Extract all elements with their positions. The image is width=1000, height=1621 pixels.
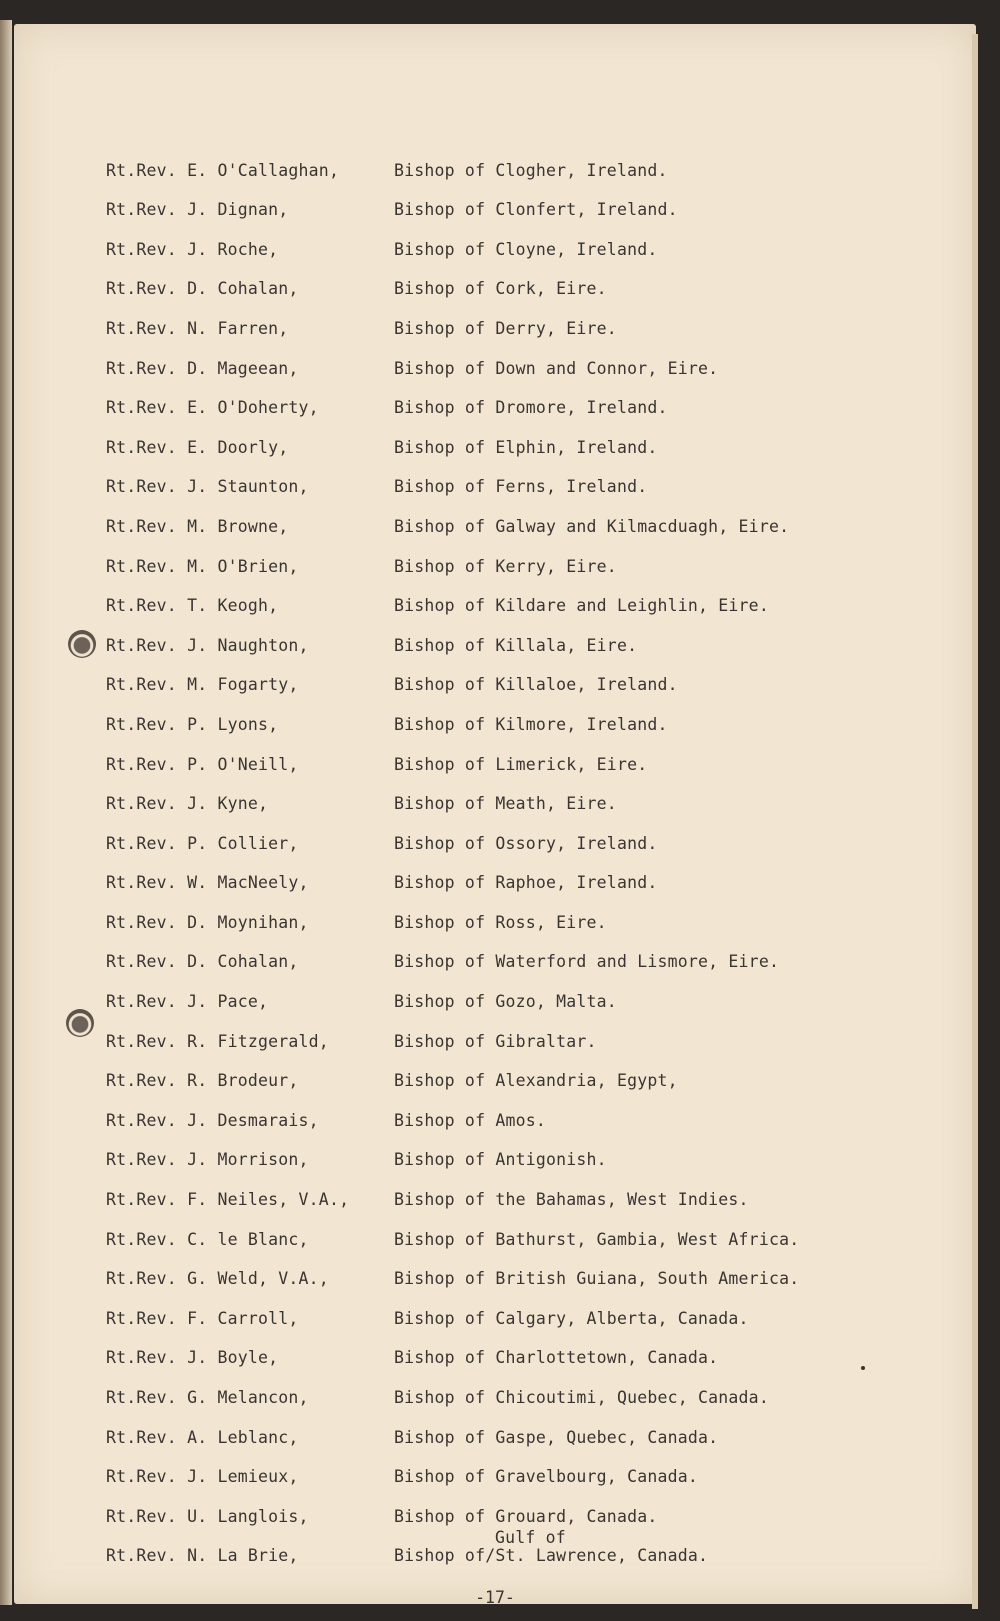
bishop-see: Bishop of Down and Connor, Eire. bbox=[394, 358, 719, 378]
bishop-see: Bishop of Derry, Eire. bbox=[394, 318, 617, 338]
bishops-list bbox=[106, 140, 926, 1565]
bishop-see: Bishop of Raphoe, Ireland. bbox=[394, 873, 658, 893]
bishop-see: Bishop of Meath, Eire. bbox=[394, 794, 617, 814]
list-item bbox=[106, 853, 926, 893]
list-item bbox=[106, 298, 926, 338]
list-item bbox=[106, 140, 926, 180]
bishop-see: Bishop of Dromore, Ireland. bbox=[394, 398, 668, 418]
list-item bbox=[106, 1169, 926, 1209]
bishop-see: Bishop of Killaloe, Ireland. bbox=[394, 675, 678, 695]
list-item bbox=[106, 1367, 926, 1407]
list-item bbox=[106, 1011, 926, 1051]
bishop-name: Rt.Rev. A. Leblanc, bbox=[106, 1427, 299, 1447]
bishop-see: Bishop of Cork, Eire. bbox=[394, 279, 607, 299]
bishop-name: Rt.Rev. E. O'Doherty, bbox=[106, 398, 319, 418]
bishop-name: Rt.Rev. M. O'Brien, bbox=[106, 556, 299, 576]
bishop-see: Bishop of Ross, Eire. bbox=[394, 912, 607, 932]
bishop-see: Bishop of Elphin, Ireland. bbox=[394, 437, 658, 457]
bishop-see: Bishop of Ossory, Ireland. bbox=[394, 833, 658, 853]
bishop-name: Rt.Rev. R. Brodeur, bbox=[106, 1071, 299, 1091]
bishop-see: Bishop of Waterford and Lismore, Eire. bbox=[394, 952, 780, 972]
bishop-see: Bishop of Killala, Eire. bbox=[394, 635, 638, 655]
document-page bbox=[14, 24, 976, 1607]
bishop-name: Rt.Rev. D. Moynihan, bbox=[106, 912, 309, 932]
bishop-see: Bishop of Gibraltar. bbox=[394, 1031, 597, 1051]
bishop-name: Rt.Rev. E. Doorly, bbox=[106, 437, 289, 457]
list-item bbox=[106, 1130, 926, 1170]
bishop-see: Bishop of Chicoutimi, Quebec, Canada. bbox=[394, 1388, 769, 1407]
list-item bbox=[106, 417, 926, 457]
bishop-see: Bishop of Kilmore, Ireland. bbox=[394, 714, 668, 734]
bishop-see: Bishop of Limerick, Eire. bbox=[394, 754, 648, 774]
list-item bbox=[106, 1486, 926, 1526]
bishop-see: Bishop of Galway and Kilmacduagh, Eire. bbox=[394, 516, 790, 536]
bishop-see: Bishop of Clonfert, Ireland. bbox=[394, 200, 678, 220]
bishop-name: Rt.Rev. G. Melancon, bbox=[106, 1388, 309, 1407]
list-item bbox=[106, 457, 926, 497]
list-item bbox=[106, 892, 926, 932]
list-item bbox=[106, 615, 926, 655]
list-item bbox=[106, 774, 926, 814]
bishop-see: Bishop of Gaspe, Quebec, Canada. bbox=[394, 1427, 719, 1447]
list-item bbox=[106, 1447, 926, 1487]
list-item bbox=[106, 734, 926, 774]
page-right-edge bbox=[972, 34, 978, 1609]
bishop-name: Rt.Rev. J. Kyne, bbox=[106, 794, 269, 814]
list-item bbox=[106, 536, 926, 576]
list-item bbox=[106, 1526, 926, 1566]
list-item bbox=[106, 1328, 926, 1368]
bishop-see: Bishop of Amos. bbox=[394, 1110, 547, 1130]
bishop-see: Bishop of Grouard, Canada. bbox=[394, 1506, 658, 1526]
bishop-see: Bishop of Calgary, Alberta, Canada. bbox=[394, 1308, 749, 1328]
bishop-name: Rt.Rev. C. le Blanc, bbox=[106, 1229, 309, 1249]
bishop-name: Rt.Rev. P. O'Neill, bbox=[106, 754, 299, 774]
bishop-see: Bishop of Ferns, Ireland. bbox=[394, 477, 648, 497]
bishop-name: Rt.Rev. P. Lyons, bbox=[106, 714, 279, 734]
bishop-name: Rt.Rev. M. Browne, bbox=[106, 516, 289, 536]
list-item bbox=[106, 1209, 926, 1249]
bishop-name: Rt.Rev. E. O'Callaghan, bbox=[106, 160, 340, 180]
bishop-see: Bishop of Clogher, Ireland. bbox=[394, 160, 668, 180]
bishop-see: Bishop of Charlottetown, Canada. bbox=[394, 1348, 719, 1368]
bishop-name: Rt.Rev. J. Staunton, bbox=[106, 477, 309, 497]
list-item bbox=[106, 576, 926, 616]
bishop-name: Rt.Rev. U. Langlois, bbox=[106, 1506, 309, 1526]
bishop-name: Rt.Rev. N. La Brie, bbox=[106, 1546, 299, 1566]
bishop-see: Bishop of/St. Lawrence, Canada. bbox=[394, 1546, 709, 1566]
bishop-name: Rt.Rev. J. Pace, bbox=[106, 992, 269, 1012]
bishop-see: Bishop of Bathurst, Gambia, West Africa. bbox=[394, 1229, 800, 1249]
list-item bbox=[106, 694, 926, 734]
bishop-see: Bishop of Alexandria, Egypt, bbox=[394, 1071, 678, 1091]
bishop-name: Rt.Rev. P. Collier, bbox=[106, 833, 299, 853]
previous-page-edge bbox=[0, 20, 12, 1605]
list-item bbox=[106, 259, 926, 299]
bishop-name: Rt.Rev. D. Mageean, bbox=[106, 358, 299, 378]
list-item bbox=[106, 219, 926, 259]
list-item bbox=[106, 971, 926, 1011]
bishop-name: Rt.Rev. D. Cohalan, bbox=[106, 279, 299, 299]
list-item bbox=[106, 1051, 926, 1091]
bishop-name: Rt.Rev. W. MacNeely, bbox=[106, 873, 309, 893]
bishop-name: Rt.Rev. R. Fitzgerald, bbox=[106, 1031, 329, 1051]
list-item bbox=[106, 813, 926, 853]
bishop-name: Rt.Rev. N. Farren, bbox=[106, 318, 289, 338]
list-item bbox=[106, 1288, 926, 1328]
bishop-name: Rt.Rev. M. Fogarty, bbox=[106, 675, 299, 695]
list-item bbox=[106, 338, 926, 378]
bishop-name: Rt.Rev. J. Boyle, bbox=[106, 1348, 279, 1368]
bishop-see: Bishop of the Bahamas, West Indies. bbox=[394, 1190, 749, 1210]
bishop-name: Rt.Rev. J. Morrison, bbox=[106, 1150, 309, 1170]
list-item bbox=[106, 655, 926, 695]
bishop-see: Bishop of Antigonish. bbox=[394, 1150, 607, 1170]
list-item bbox=[106, 1407, 926, 1447]
bishop-name: Rt.Rev. T. Keogh, bbox=[106, 596, 279, 616]
list-item bbox=[106, 1249, 926, 1289]
bishop-name: Rt.Rev. J. Naughton, bbox=[106, 635, 309, 655]
list-item bbox=[106, 1090, 926, 1130]
bishop-see: Bishop of Kerry, Eire. bbox=[394, 556, 617, 576]
bishop-name: Rt.Rev. F. Carroll, bbox=[106, 1308, 299, 1328]
bishop-name: Rt.Rev. J. Dignan, bbox=[106, 200, 289, 220]
bishop-see-with-insert bbox=[394, 1528, 709, 1566]
list-item bbox=[106, 496, 926, 536]
bishop-see: Bishop of Gravelbourg, Canada. bbox=[394, 1467, 699, 1487]
page-number: -17- bbox=[475, 1588, 515, 1607]
list-item bbox=[106, 932, 926, 972]
list-item bbox=[106, 180, 926, 220]
interlinear-insertion: Gulf of bbox=[495, 1528, 566, 1548]
punch-hole-lower bbox=[66, 1009, 94, 1037]
list-item bbox=[106, 378, 926, 418]
punch-hole-upper bbox=[68, 630, 96, 658]
bishop-name: Rt.Rev. J. Lemieux, bbox=[106, 1467, 299, 1487]
bishop-see: Bishop of Cloyne, Ireland. bbox=[394, 239, 658, 259]
bishop-name: Rt.Rev. F. Neiles, V.A., bbox=[106, 1190, 350, 1210]
bishop-see: Bishop of British Guiana, South America. bbox=[394, 1269, 800, 1289]
bishop-name: Rt.Rev. J. Roche, bbox=[106, 239, 279, 259]
bishop-name: Rt.Rev. G. Weld, V.A., bbox=[106, 1269, 329, 1289]
bishop-name: Rt.Rev. D. Cohalan, bbox=[106, 952, 299, 972]
bishop-see: Bishop of Gozo, Malta. bbox=[394, 992, 617, 1012]
bishop-see: Bishop of Kildare and Leighlin, Eire. bbox=[394, 596, 769, 616]
bishop-name: Rt.Rev. J. Desmarais, bbox=[106, 1110, 319, 1130]
